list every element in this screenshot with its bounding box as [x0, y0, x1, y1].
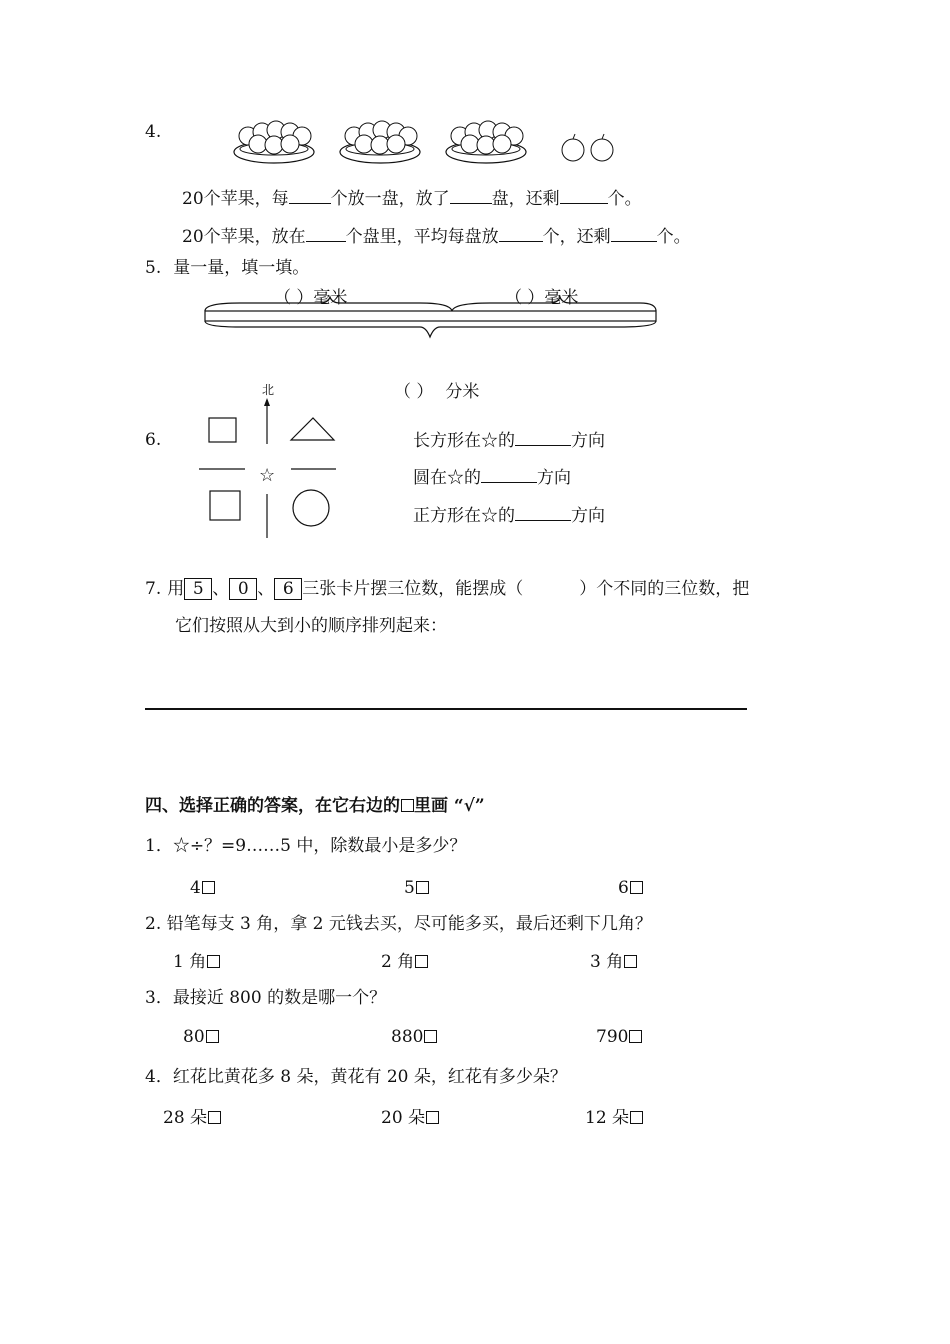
- answer-line[interactable]: [145, 708, 747, 710]
- square-shape: [210, 491, 240, 520]
- apple-plate-2: [340, 121, 420, 163]
- answer-blank[interactable]: [450, 188, 492, 204]
- checkbox-icon[interactable]: [630, 1111, 643, 1124]
- checkbox-icon[interactable]: [416, 881, 429, 894]
- north-label: 北: [262, 383, 275, 397]
- q6-line1: 长方形在☆的 方向: [413, 431, 605, 451]
- section-4-title: 四、选择正确的答案，在它右边的 里画 “√”: [145, 796, 485, 816]
- checkbox-icon[interactable]: [426, 1111, 439, 1124]
- q4-line2: 20个苹果，放在 个盘里，平均每盘放 个，还剩 个。: [182, 227, 691, 247]
- digit-card: 0: [229, 578, 257, 600]
- q4-number: 4.: [145, 122, 162, 142]
- north-arrow-head: [264, 398, 270, 406]
- choice-option[interactable]: 1 角: [173, 954, 220, 971]
- loose-apples: [562, 134, 613, 161]
- choice-question-2: 2. 铅笔每支 3 角，拿 2 元钱去买，尽可能多买，最后还剩下几角？: [145, 914, 652, 934]
- choice-option[interactable]: 3 角: [590, 954, 637, 971]
- choice-option[interactable]: 790: [596, 1029, 642, 1046]
- choice-option[interactable]: 80: [183, 1029, 219, 1046]
- q5-prompt: 5. 量一量，填一填。: [145, 258, 310, 278]
- apple-plates-illustration: [230, 118, 630, 168]
- choice-option[interactable]: 880: [391, 1029, 437, 1046]
- choice-option[interactable]: 6: [618, 880, 643, 897]
- q6-line3: 正方形在☆的 方向: [413, 506, 605, 526]
- checkbox-icon: [401, 799, 414, 812]
- choice-option[interactable]: 2 角: [381, 954, 428, 971]
- answer-blank[interactable]: [515, 430, 571, 446]
- checkbox-icon[interactable]: [202, 881, 215, 894]
- q6-number: 6.: [145, 430, 162, 450]
- rectangle-shape: [209, 418, 236, 442]
- circle-shape: [293, 490, 329, 526]
- checkbox-icon[interactable]: [207, 955, 220, 968]
- answer-blank[interactable]: [499, 226, 543, 242]
- q5-right-measure: （ ）毫米: [505, 288, 579, 308]
- choice-option[interactable]: 12 朵: [585, 1110, 643, 1127]
- checkbox-icon[interactable]: [424, 1030, 437, 1043]
- answer-blank[interactable]: [289, 188, 331, 204]
- answer-blank[interactable]: [306, 226, 346, 242]
- choice-option[interactable]: 5: [404, 880, 429, 897]
- choice-question-3: 3．最接近 800 的数是哪一个？: [145, 988, 387, 1008]
- choice-option[interactable]: 4: [190, 880, 215, 897]
- star-icon: ☆: [259, 465, 276, 486]
- checkbox-icon[interactable]: [208, 1111, 221, 1124]
- answer-blank[interactable]: [560, 188, 608, 204]
- answer-blank[interactable]: [481, 467, 537, 483]
- choice-option[interactable]: 20 朵: [381, 1110, 439, 1127]
- checkbox-icon[interactable]: [629, 1030, 642, 1043]
- triangle-shape: [291, 418, 334, 440]
- choice-question-1: 1．☆÷？=9……5 中，除数最小是多少？: [145, 836, 467, 856]
- answer-blank[interactable]: [515, 505, 571, 521]
- checkbox-icon[interactable]: [630, 881, 643, 894]
- q7-line2: 它们按照从大到小的顺序排列起来：: [175, 616, 447, 636]
- q6-line2: 圆在☆的 方向: [413, 468, 571, 488]
- checkbox-icon[interactable]: [206, 1030, 219, 1043]
- answer-blank[interactable]: [611, 226, 657, 242]
- q4-line1: 20个苹果，每 个放一盘，放了 盘，还剩 个。: [182, 189, 642, 209]
- choice-question-4: 4．红花比黄花多 8 朵，黄花有 20 朵，红花有多少朵？: [145, 1067, 567, 1087]
- q5-total-measure: （ ） 分米: [394, 382, 480, 402]
- checkbox-icon[interactable]: [624, 955, 637, 968]
- digit-card: 5: [184, 578, 212, 600]
- apple-plate-1: [234, 121, 314, 163]
- q5-left-measure: （ ）毫米: [274, 288, 348, 308]
- q7-line1: 7. 用 5 、 0 、 6 三张卡片摆三位数，能摆成（ ）个不同的三位数，把: [145, 579, 750, 599]
- choice-option[interactable]: 28 朵: [163, 1110, 221, 1127]
- checkbox-icon[interactable]: [415, 955, 428, 968]
- digit-card: 6: [274, 578, 302, 600]
- measurement-bar-diagram: [200, 295, 662, 341]
- apple-plate-3: [446, 121, 526, 163]
